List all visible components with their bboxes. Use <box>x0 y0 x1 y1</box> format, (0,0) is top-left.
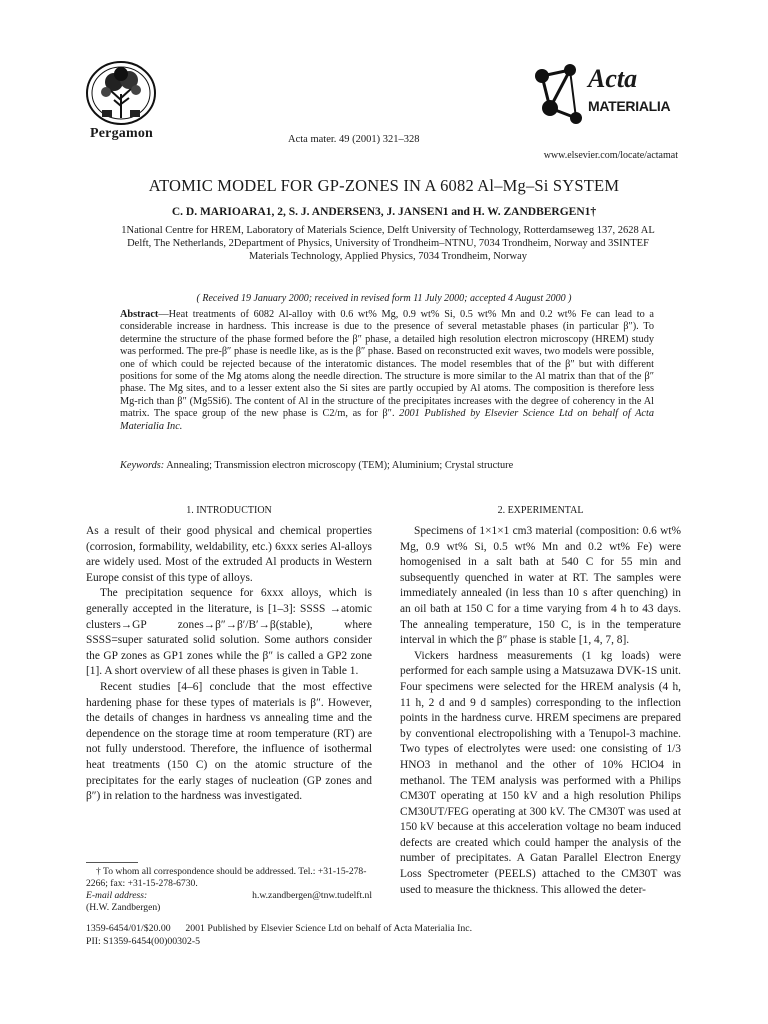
keywords <box>120 460 654 471</box>
keywords-label: Keywords: <box>120 460 165 471</box>
footnote-rule <box>86 862 138 863</box>
received-dates: ( Received 19 January 2000; received in revised form 11 July 2000; accepted 4 August 2000 ) <box>196 293 572 304</box>
keywords-list: Annealing; Transmission electron microscopy (TEM); Aluminium; Crystal structure <box>166 460 514 471</box>
molecule-icon <box>530 60 590 132</box>
affiliations: 1National Centre for HREM, Laboratory of Materials Science, Delft University of Technology, Rotterdamseweg 137, 2628 AL Delft, The Netherlands, 2Department of Physics, University of Trondheim–NTNU, 7034 Trondheim, Norway and 3SINTEF Materials Technology, Applied Physics, 7034 Trondheim, Norway <box>121 225 655 262</box>
journal-logo-materialia: MATERIALIA <box>588 98 671 114</box>
elsevier-tree-logo <box>84 60 158 126</box>
publisher-name: Pergamon <box>90 126 154 141</box>
footnote-email-label: E-mail address: <box>86 890 148 901</box>
intro-paragraph-3: Recent studies [4–6] conclude that the most effective hardening phase for these types of materials is β″. However, the details of changes in hardness vs annealing time and the dependence on the storage time at room temperature (RT) are not fully understood. Therefore, the influence of isothermal heat treatments (150 C) on the atomic structure of the precipitates for the early stages of nucleation (GP zones and β″) in relation to the hardness was investigated. <box>86 680 372 803</box>
abstract-copyright: 2001 Published by Elsevier Science Ltd on behalf of Acta Materialia Inc. <box>120 408 654 432</box>
issn-copyright: 1359-6454/01/$20.00 2001 Published by Elsevier Science Ltd on behalf of Acta Materialia Inc. <box>86 923 473 934</box>
intro-paragraph-2: The precipitation sequence for 6xxx alloys, which is generally accepted in the literature, is [1–3]: SSSS →atomic clusters→GP zones→β″→β′/B′→β(stable), where SSSS=super saturated solid solution. Some authors consider the GP zones as GP1 zones while the β″ is called a GP2 zone [1]. A short overview of all these phases is given in Table 1. <box>86 587 372 678</box>
article-title: ATOMIC MODEL FOR GP-ZONES IN A 6082 Al–Mg–Si SYSTEM <box>148 176 620 195</box>
footnote-contact: † To whom all correspondence should be addressed. Tel.: +31-15-278-2266; fax: +31-15-278-6730. <box>86 866 367 889</box>
citation: Acta mater. 49 (2001) 321–328 <box>288 134 420 145</box>
footnote-email[interactable]: h.w.zandbergen@tnw.tudelft.nl <box>252 890 372 901</box>
intro-heading: 1. INTRODUCTION <box>186 505 272 516</box>
abstract <box>120 309 654 433</box>
experimental-column <box>400 524 681 898</box>
experimental-paragraph-2: Vickers hardness measurements (1 kg loads) were performed for each sample using a Matsuzawa DVK-1S unit. Four specimens were selected for the HREM analysis (4 h, 11 h, 2 d and 9 d samples) corresponding to the inflection points in the hardness curve. HREM specimens are prepared by conventional electropolishing with a Tenupol-3 machine. Two types of electrolytes were used: one consisting of 1/3 HNO3 in methanol and the other of 10% HClO4 in methanol. The TEM analysis was performed with a Philips CM30T operating at 150 kV and a high resolution Philips CM30UT/FEG operating at 300 kV. The CM30T was used at 150 kV because at this acceleration voltage no beam induced defects are created which could hamper the analysis of the number of precipitates. A Gatan Parallel Electron Energy Loss Spectrometer (PEELS) attached to the CM30T was used to measure the thickness. This allowed the deter- <box>400 649 681 896</box>
article-authors: C. D. MARIOARA1, 2, S. J. ANDERSEN3, J. JANSEN1 and H. W. ZANDBERGEN1† <box>171 206 597 218</box>
footnote <box>86 866 372 914</box>
journal-url[interactable]: www.elsevier.com/locate/actamat <box>543 150 678 161</box>
bottom-info <box>86 922 472 948</box>
abstract-label: Abstract <box>120 309 159 320</box>
intro-column <box>86 524 372 805</box>
pii: PII: S1359-6454(00)00302-5 <box>86 936 201 947</box>
abstract-text: —Heat treatments of 6082 Al-alloy with 0.6 wt% Mg, 0.9 wt% Si, 0.5 wt% Mn and 0.2 wt% Fe can lead to a considerable increase in hardness. This increase is due to the presence of several metastable phases (in particular β″). To determine the structure of the phase formed before the β″ phase, a detailed high resolution electron microscopy (HREM) study was performed. The pre-β″ phase is needle like, as is the β″ phase. Based on reconstructed exit waves, two models were possible, one of which could be rejected because of the interatomic distances. The model resembles that of the β″ but with different positions for some of the Mg atoms along the needle direction. The structure is more similar to the Al matrix than that of the β″ phase. The Mg sites, and to a lesser extent also the Si sites are partly occupied by Al atoms. The composition is therefore less Mg-rich than β″ (Mg5Si6). The content of Al in the structure of the precipitates increases with the degree of coherency in the Al matrix. The space group of the new phase is C2/m, as for β″. <box>120 309 654 420</box>
journal-logo-acta: Acta <box>588 64 638 93</box>
intro-paragraph-1: As a result of their good physical and chemical properties (corrosion, formability, weldability, etc.) 6xxx series Al-alloys are widely used. Most of the extruded Al products in Western Europe consist of this type of alloys. <box>86 525 372 584</box>
experimental-paragraph-1: Specimens of 1×1×1 cm3 material (composition: 0.6 wt% Mg, 0.9 wt% Si, 0.5 wt% Mn and 0.2 wt% Fe) were homogenised in a salt bath at 540 C for 55 min and subsequently quenched in water at RT. The samples were immediately annealed (in less than 10 s after quenching) in an oil bath at 150 C for a time varying from 4 h to 43 days. The annealing temperature, 150 C, is in the temperature interval in which the β″ phase is stable [1, 4, 7, 8]. <box>400 525 681 647</box>
acta-materialia-logo <box>530 60 680 132</box>
footnote-name: (H.W. Zandbergen) <box>86 902 161 913</box>
experimental-heading: 2. EXPERIMENTAL <box>497 505 584 516</box>
